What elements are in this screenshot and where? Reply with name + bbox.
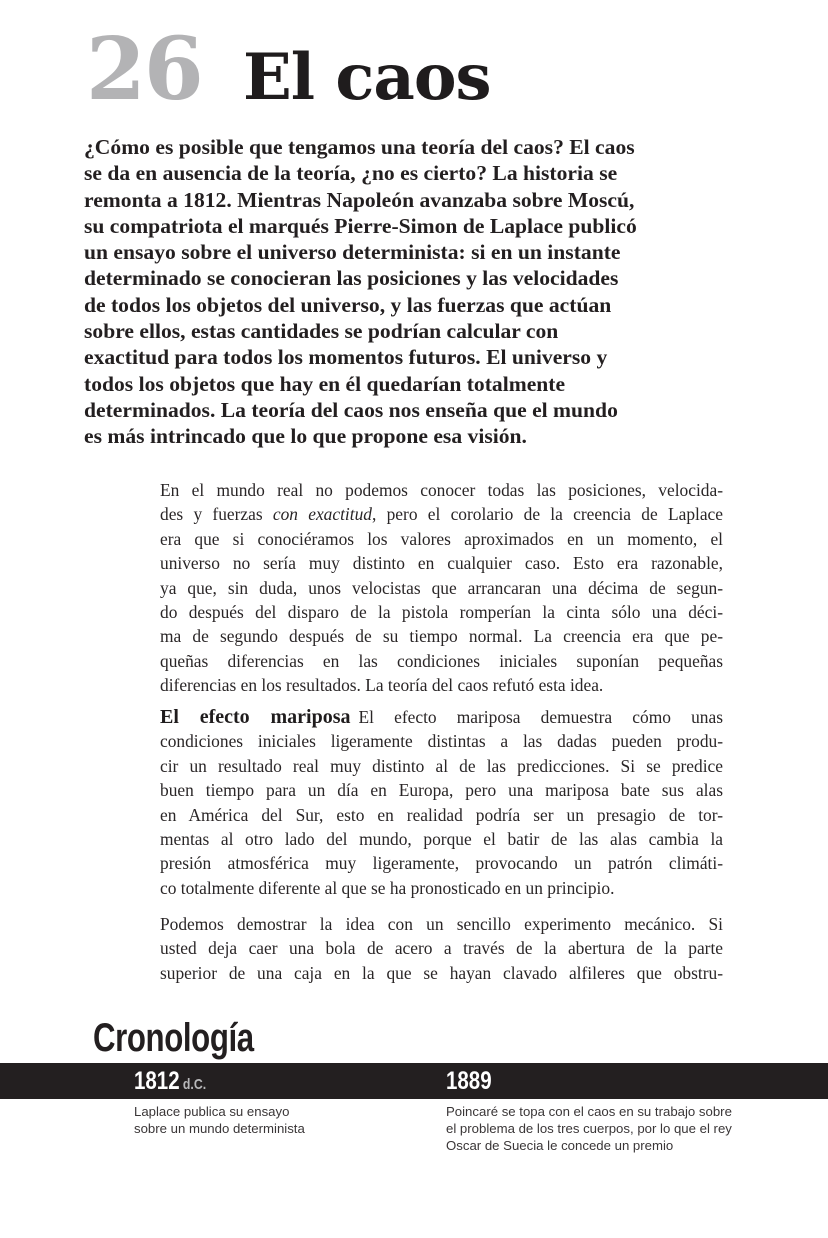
body-line: En el mundo real no podemos conocer todas las posiciones, velocida- [160,480,723,500]
intro-line: todos los objetos que hay en él quedarían totalmente [84,371,566,396]
body-paragraph-1 [160,478,723,698]
body-line [160,705,723,729]
body-line [160,502,723,526]
caption-line: el problema de los tres cuerpos, por lo que el rey [446,1121,732,1136]
emphasis-text: con exactitud [272,504,372,525]
body-line: ma de segundo después de su tiempo normal. La creencia era que pe- [160,626,723,647]
body-paragraph-3 [160,912,723,985]
body-line: queñas diferencias en las condiciones iniciales suponían pequeñas [160,650,723,671]
timeline-year-1812 [134,1064,206,1102]
body-line: presión atmosférica muy ligeramente, provocando un patrón climáti- [160,853,723,874]
timeline-band [0,1063,828,1099]
intro-line: remonta a 1812. Mientras Napoleón avanzaba sobre Moscú, [84,187,635,212]
timeline-year-1889 [446,1064,492,1098]
intro-line: su compatriota el marqués Pierre-Simon de Laplace publicó [84,213,637,238]
caption-line: Oscar de Suecia le concede un premio [446,1138,674,1153]
text-run: des y fuerzas [160,504,273,525]
caption-line: Laplace publica su ensayo [134,1104,290,1119]
body-line: ya que, sin duda, unos velocistas que arrancaran una décima de segun- [160,577,723,598]
body-line: mentas al otro lado del mundo, porque el batir de las alas cambia la [160,829,723,850]
section-subheading: El efecto mariposa [160,706,351,728]
intro-line: de todos los objetos del universo, y las fuerzas que actúan [84,292,612,317]
body-line: usted deja caer una bola de acero a través de la abertura de la parte [160,938,723,959]
timeline-caption-1812 [134,1103,394,1137]
text-run: El efecto mariposa demuestra cómo unas [358,707,723,727]
body-line: condiciones iniciales ligeramente distintas a las dadas pueden produ- [160,731,723,752]
year-value: 1812 [134,1067,180,1095]
body-line: cir un resultado real muy distinto al de las predicciones. Si se predice [160,755,723,776]
body-line: en América del Sur, esto en realidad podría ser un presagio de tor- [160,804,723,825]
intro-paragraph [84,134,734,450]
body-line: superior de una caja en la que se hayan clavado alfileres que obstru- [160,962,723,983]
era-label: d.C. [182,1076,207,1093]
body-paragraph-2 [160,705,723,900]
caption-line: Poincaré se topa con el caos en su trabajo sobre [446,1104,732,1119]
intro-line: un ensayo sobre el universo determinista: si en un instante [84,240,621,265]
timeline-caption-1889 [446,1103,786,1154]
chapter-number: 26 [86,19,202,120]
intro-line: determinados. La teoría del caos nos enseña que el mundo [84,397,618,422]
text-run: , pero el corolario de la creencia de Laplace [372,504,723,525]
year-value: 1889 [446,1067,492,1095]
body-line: era que si conociéramos los valores aproximados en un momento, el [160,528,723,549]
body-line: co totalmente diferente al que se ha pronosticado en un principio. [160,877,615,898]
intro-line: determinado se conocieran las posiciones y las velocidades [84,266,619,291]
intro-line: exactitud para todos los momentos futuros. El universo y [84,345,608,370]
intro-line: ¿Cómo es posible que tengamos una teoría del caos? El caos [84,135,635,159]
body-line: diferencias en los resultados. La teoría del caos refutó esta idea. [160,675,604,696]
body-line: universo no sería muy distinto en cualquier caso. Esto era razonable, [160,553,723,574]
chapter-title: El caos [243,40,491,115]
intro-line: sobre ellos, estas cantidades se podrían calcular con [84,319,559,344]
intro-line: es más intrincado que lo que propone esa visión. [84,424,527,449]
intro-line: se da en ausencia de la teoría, ¿no es cierto? La historia se [84,161,618,186]
timeline-heading: Cronología [93,1016,254,1060]
body-line: Podemos demostrar la idea con un sencillo experimento mecánico. Si [160,914,723,934]
caption-line: sobre un mundo determinista [134,1121,305,1136]
body-line: buen tiempo para un día en Europa, pero una mariposa bate sus alas [160,780,723,801]
body-line: do después del disparo de la pistola romperían la cinta sólo una déci- [160,602,723,623]
